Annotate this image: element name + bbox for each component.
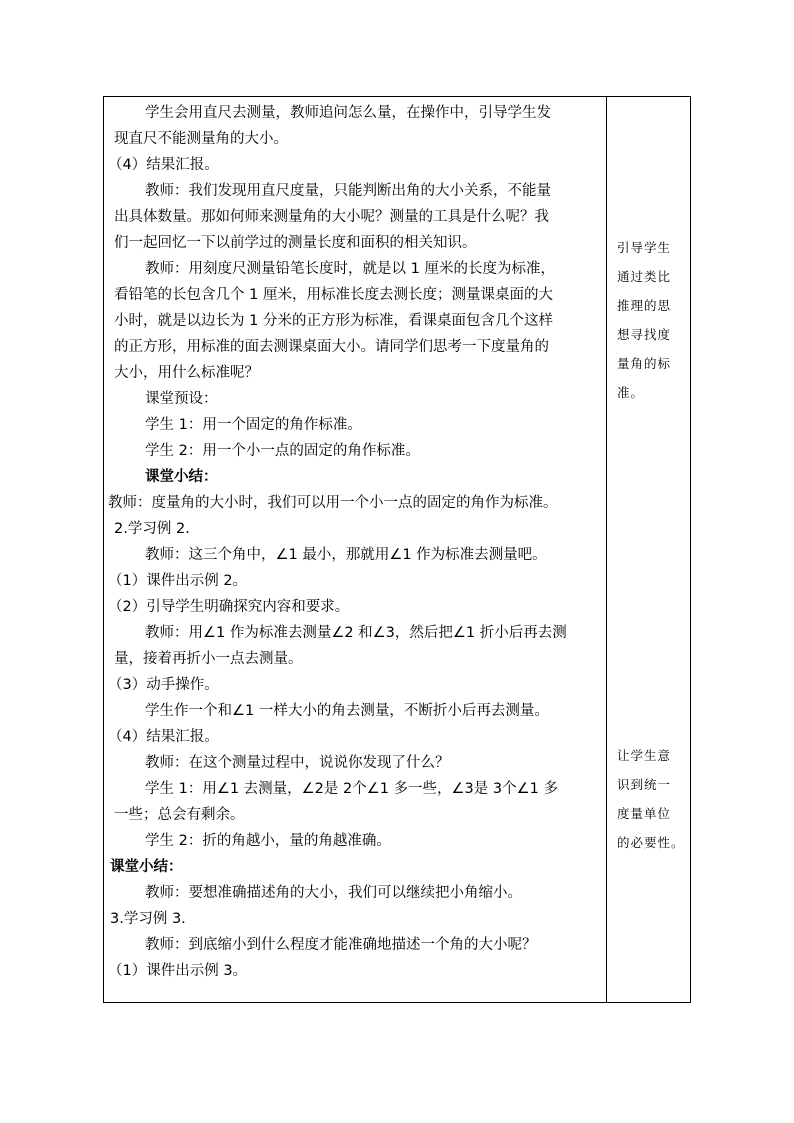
text-line: 学生 2：折的角越小，量的角越准确。 — [145, 833, 391, 849]
text-line: （4）结果汇报。 — [108, 157, 219, 173]
text-line: 教师：要想准确描述角的大小，我们可以继续把小角缩小。 — [145, 885, 522, 901]
text-line: 的正方形，用标准的面去测课桌面大小。请同学们思考一下度量角的 — [114, 339, 549, 355]
text-line: （1）课件出示例 2。 — [108, 573, 248, 589]
side-note-line: 的必要性。 — [617, 835, 685, 850]
text-line: 教师：在这个测量过程中，说说你发现了什么？ — [145, 755, 450, 771]
text-line: 教师：到底缩小到什么程度才能准确地描述一个角的大小呢？ — [145, 937, 537, 953]
side-note-line: 准。 — [617, 385, 645, 400]
text-line: 教师：我们发现用直尺度量，只能判断出角的大小关系，不能量 — [145, 183, 551, 199]
text-line: 学生作一个和∠1 一样大小的角去测量，不断折小后再去测量。 — [145, 703, 549, 719]
text-line: 一些；总会有剩余。 — [114, 807, 245, 823]
side-note-line: 想寻找度 — [617, 327, 672, 342]
text-line: 大小，用什么标准呢？ — [114, 365, 259, 381]
text-line: 学生会用直尺去测量，教师追问怎么量，在操作中，引导学生发 — [145, 105, 551, 121]
text-line: 们一起回忆一下以前学过的测量长度和面积的相关知识。 — [114, 235, 477, 251]
side-note-line: 引导学生 — [617, 240, 672, 255]
text-line: 看铅笔的长包含几个 1 厘米，用标准长度去测长度；测量课桌面的大 — [114, 287, 553, 303]
text-line: 小时，就是以边长为 1 分米的正方形为标准，看课桌面包含几个这样 — [114, 313, 553, 329]
text-line: 教师：这三个角中，∠1 最小，那就用∠1 作为标准去测量吧。 — [145, 547, 547, 563]
section-heading: 3.学习例 3. — [110, 911, 186, 927]
side-note-line: 推理的思 — [617, 298, 672, 313]
text-line: 学生 1：用一个固定的角作标准。 — [145, 417, 362, 433]
text-line: 现直尺不能测量角的大小。 — [114, 131, 288, 147]
section-summary-heading: 课堂小结： — [110, 858, 183, 875]
section-summary-heading: 课堂小结： — [145, 468, 218, 485]
text-line: （4）结果汇报。 — [108, 729, 219, 745]
design-notes-column — [607, 97, 691, 1002]
text-line: 教师：用刻度尺测量铅笔长度时，就是以 1 厘米的长度为标准， — [145, 261, 555, 277]
side-note-line: 量角的标 — [617, 356, 672, 371]
text-line: 教师：度量角的大小时，我们可以用一个小一点的固定的角作为标准。 — [108, 495, 558, 511]
side-note-line: 通过类比 — [617, 269, 672, 284]
lesson-plan-table — [103, 96, 691, 1003]
side-note-line: 度量单位 — [617, 806, 672, 821]
text-line: （2）引导学生明确探究内容和要求。 — [108, 599, 350, 615]
side-note-line: 识到统一 — [617, 777, 672, 792]
section-heading: 2.学习例 2. — [114, 521, 190, 537]
side-note-line: 让学生意 — [617, 748, 672, 763]
text-line: 量，接着再折小一点去测量。 — [114, 651, 303, 667]
text-line: （3）动手操作。 — [108, 677, 219, 693]
text-line: 学生 2：用一个小一点的固定的角作标准。 — [145, 443, 420, 459]
text-line: （1）课件出示例 3。 — [108, 963, 248, 979]
text-line: 教师：用∠1 作为标准去测量∠2 和∠3，然后把∠1 折小后再去测 — [145, 625, 567, 641]
text-line: 出具体数量。那如何师来测量角的大小呢？测量的工具是什么呢？我 — [114, 209, 549, 225]
text-line: 学生 1：用∠1 去测量，∠2是 2个∠1 多一些，∠3是 3个∠1 多 — [145, 781, 558, 797]
text-line: 课堂预设： — [145, 391, 218, 407]
